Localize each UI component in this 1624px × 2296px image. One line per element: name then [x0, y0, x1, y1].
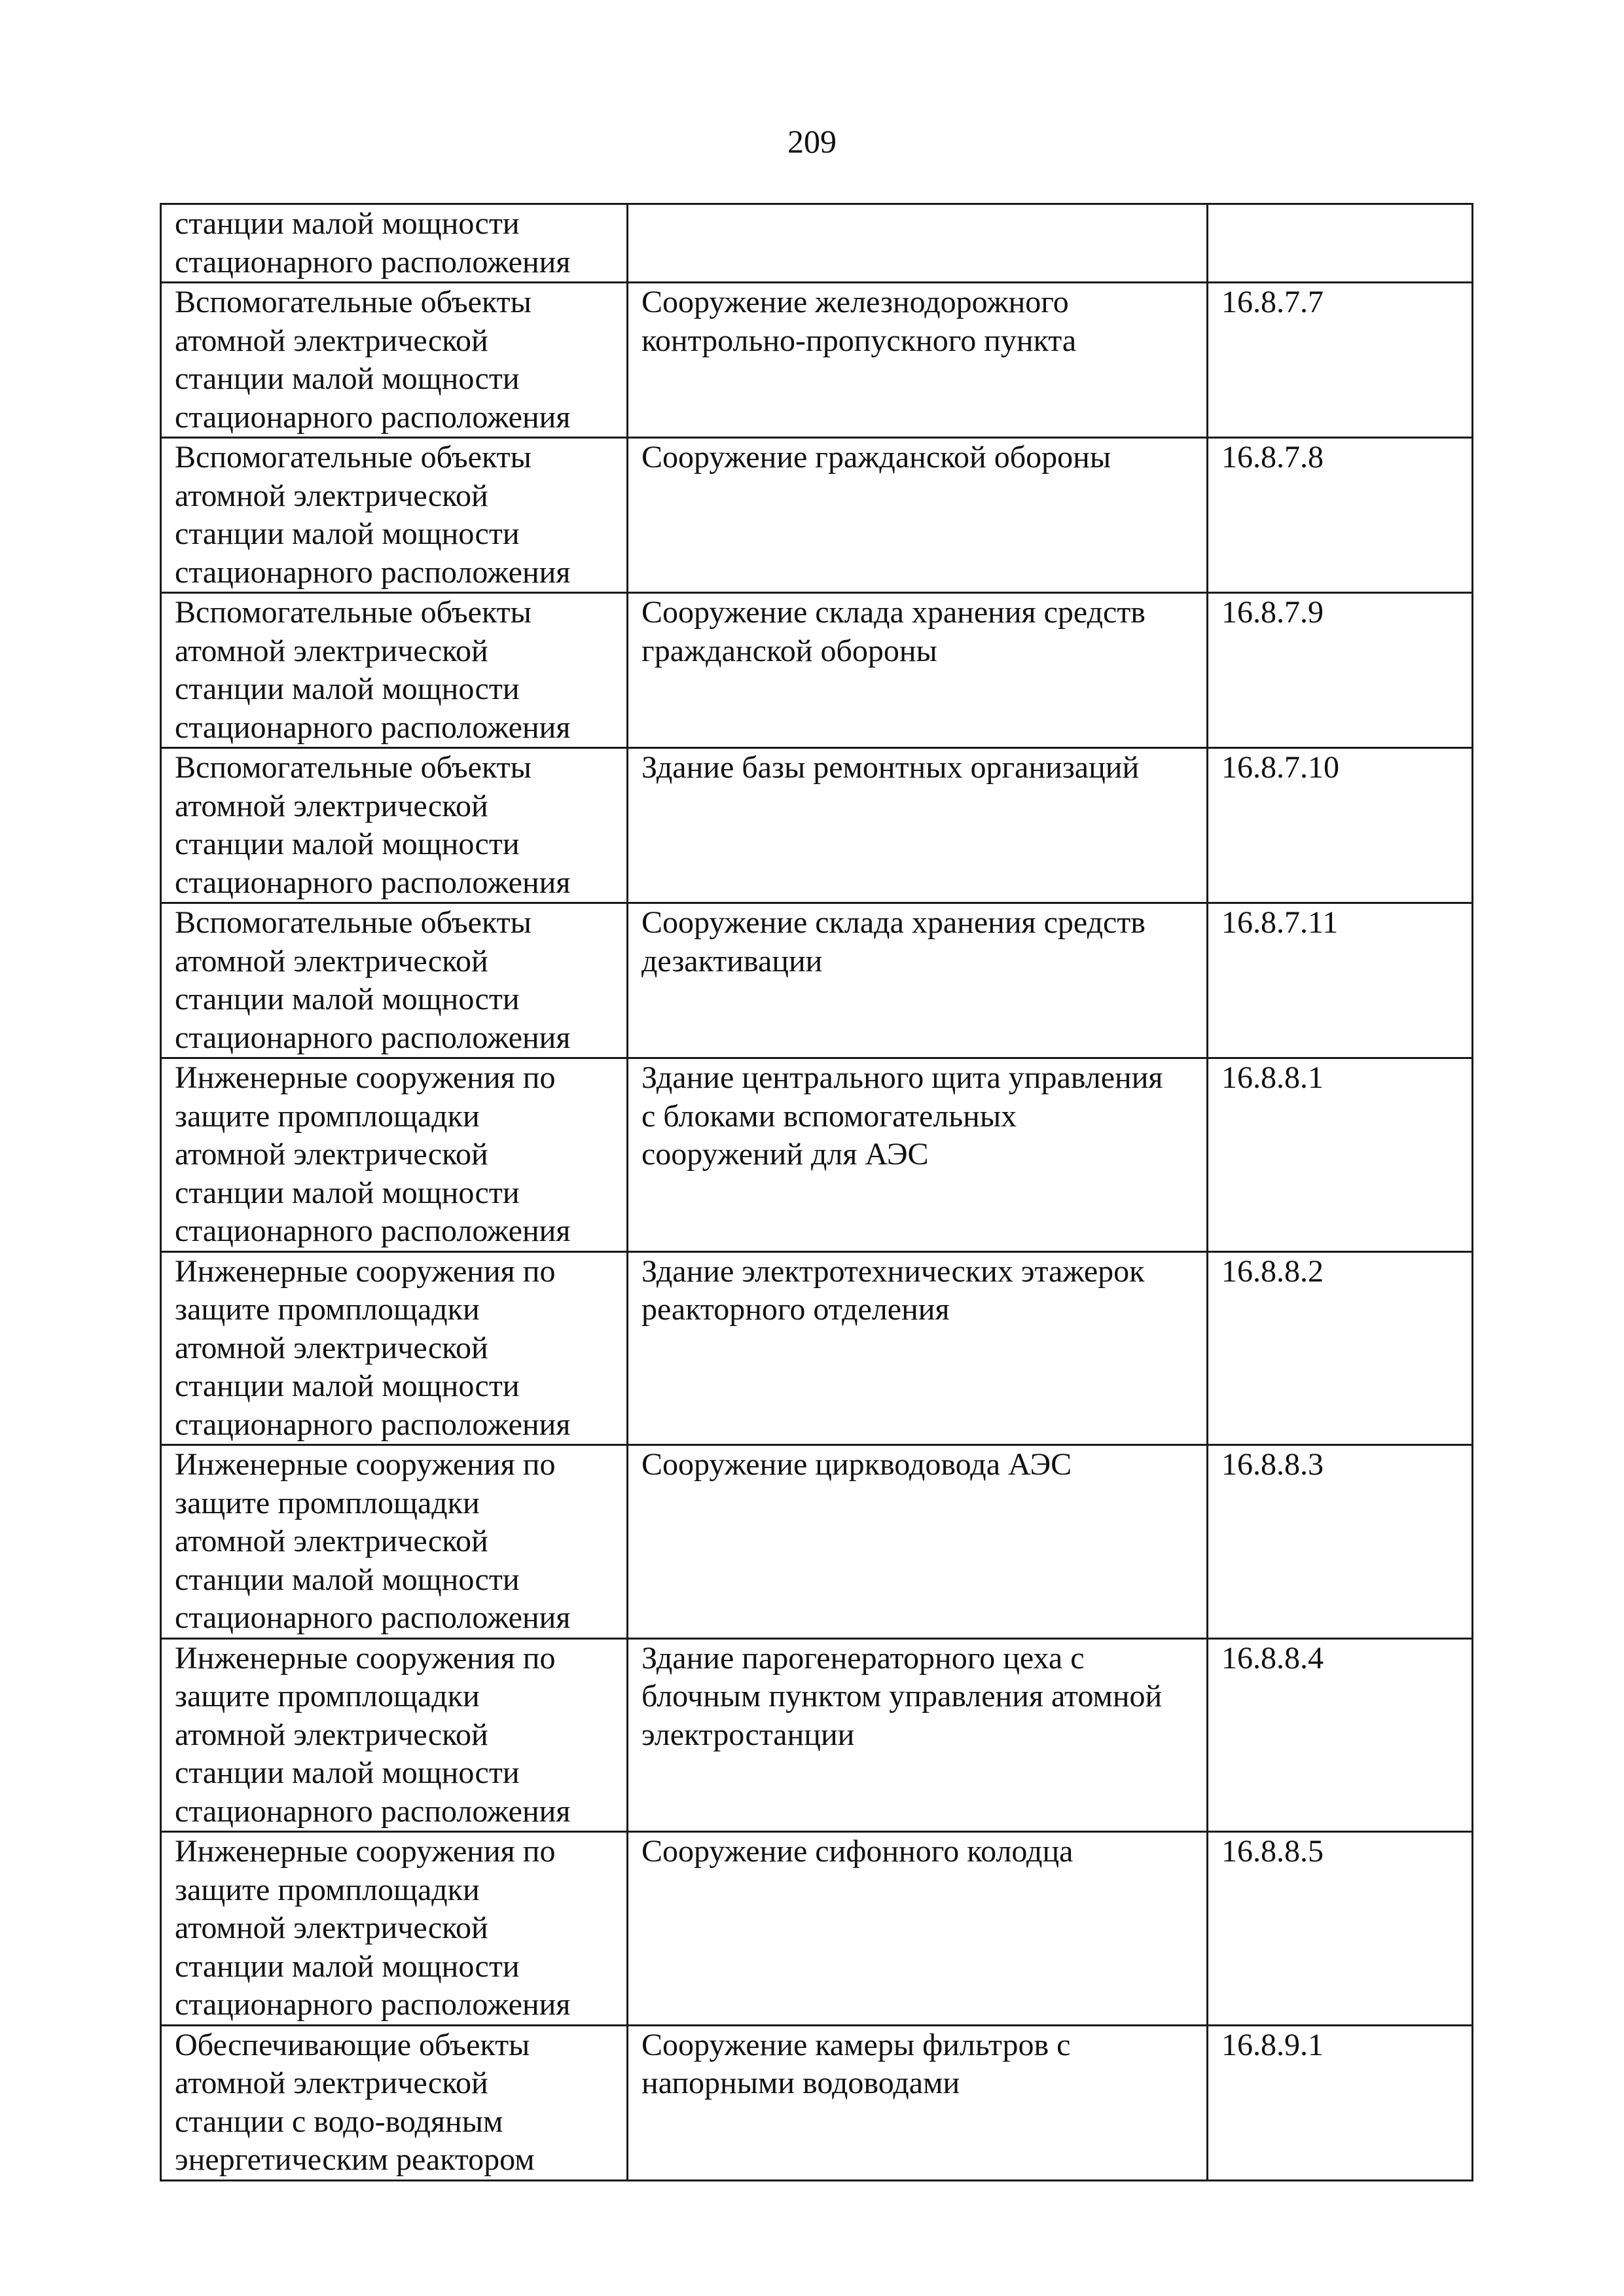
object-cell: Сооружение склада хранения средств гражданской обороны	[628, 593, 1208, 748]
table-row	[161, 1251, 1473, 1445]
category-cell: Инженерные сооружения по защите промплощадки атомной электрической станции малой мощности стационарного расположения	[161, 1058, 628, 1252]
object-cell: Сооружение железнодорожного контрольно-пропускного пункта	[628, 283, 1208, 438]
page-number: 209	[787, 123, 837, 160]
category-cell: станции малой мощности стационарного расположения	[161, 204, 628, 283]
table-row	[161, 2025, 1473, 2180]
category-cell: Вспомогательные объекты атомной электрической станции малой мощности стационарного расположения	[161, 748, 628, 903]
table-row	[161, 1058, 1473, 1252]
object-cell	[628, 204, 1208, 283]
table-row	[161, 438, 1473, 593]
object-cell: Здание базы ремонтных организаций	[628, 748, 1208, 903]
table-row	[161, 1832, 1473, 2026]
table-row	[161, 748, 1473, 903]
table-row	[161, 593, 1473, 748]
code-cell	[1208, 204, 1473, 283]
table-row	[161, 1638, 1473, 1832]
object-cell: Здание парогенераторного цеха с блочным пунктом управления атомной электростанции	[628, 1638, 1208, 1832]
table-row	[161, 903, 1473, 1058]
object-cell: Сооружение циркводовода АЭС	[628, 1445, 1208, 1639]
table-row	[161, 204, 1473, 283]
code-cell: 16.8.7.8	[1208, 438, 1473, 593]
code-cell: 16.8.7.9	[1208, 593, 1473, 748]
object-cell: Сооружение склада хранения средств дезактивации	[628, 903, 1208, 1058]
category-cell: Вспомогательные объекты атомной электрической станции малой мощности стационарного расположения	[161, 283, 628, 438]
category-cell: Вспомогательные объекты атомной электрической станции малой мощности стационарного расположения	[161, 438, 628, 593]
code-cell: 16.8.7.11	[1208, 903, 1473, 1058]
category-cell: Инженерные сооружения по защите промплощадки атомной электрической станции малой мощности стационарного расположения	[161, 1445, 628, 1639]
category-cell: Инженерные сооружения по защите промплощадки атомной электрической станции малой мощности стационарного расположения	[161, 1832, 628, 2026]
category-cell: Обеспечивающие объекты атомной электрической станции с водо-водяным энергетическим реактором	[161, 2025, 628, 2180]
object-cell: Сооружение сифонного колодца	[628, 1832, 1208, 2026]
code-cell: 16.8.8.4	[1208, 1638, 1473, 1832]
code-cell: 16.8.8.5	[1208, 1832, 1473, 2026]
code-cell: 16.8.8.2	[1208, 1251, 1473, 1445]
code-cell: 16.8.9.1	[1208, 2025, 1473, 2180]
code-cell: 16.8.7.7	[1208, 283, 1473, 438]
object-cell: Здание электротехнических этажерок реакторного отделения	[628, 1251, 1208, 1445]
code-cell: 16.8.8.3	[1208, 1445, 1473, 1639]
category-cell: Вспомогательные объекты атомной электрической станции малой мощности стационарного расположения	[161, 903, 628, 1058]
object-cell: Сооружение гражданской обороны	[628, 438, 1208, 593]
category-cell: Инженерные сооружения по защите промплощадки атомной электрической станции малой мощности стационарного расположения	[161, 1251, 628, 1445]
category-cell: Инженерные сооружения по защите промплощадки атомной электрической станции малой мощности стационарного расположения	[161, 1638, 628, 1832]
object-cell: Здание центрального щита управления с блоками вспомогательных сооружений для АЭС	[628, 1058, 1208, 1252]
object-cell: Сооружение камеры фильтров с напорными водоводами	[628, 2025, 1208, 2180]
table-row	[161, 1445, 1473, 1639]
registry-table	[160, 203, 1473, 2181]
code-cell: 16.8.7.10	[1208, 748, 1473, 903]
table-row	[161, 283, 1473, 438]
category-cell: Вспомогательные объекты атомной электрической станции малой мощности стационарного расположения	[161, 593, 628, 748]
code-cell: 16.8.8.1	[1208, 1058, 1473, 1252]
